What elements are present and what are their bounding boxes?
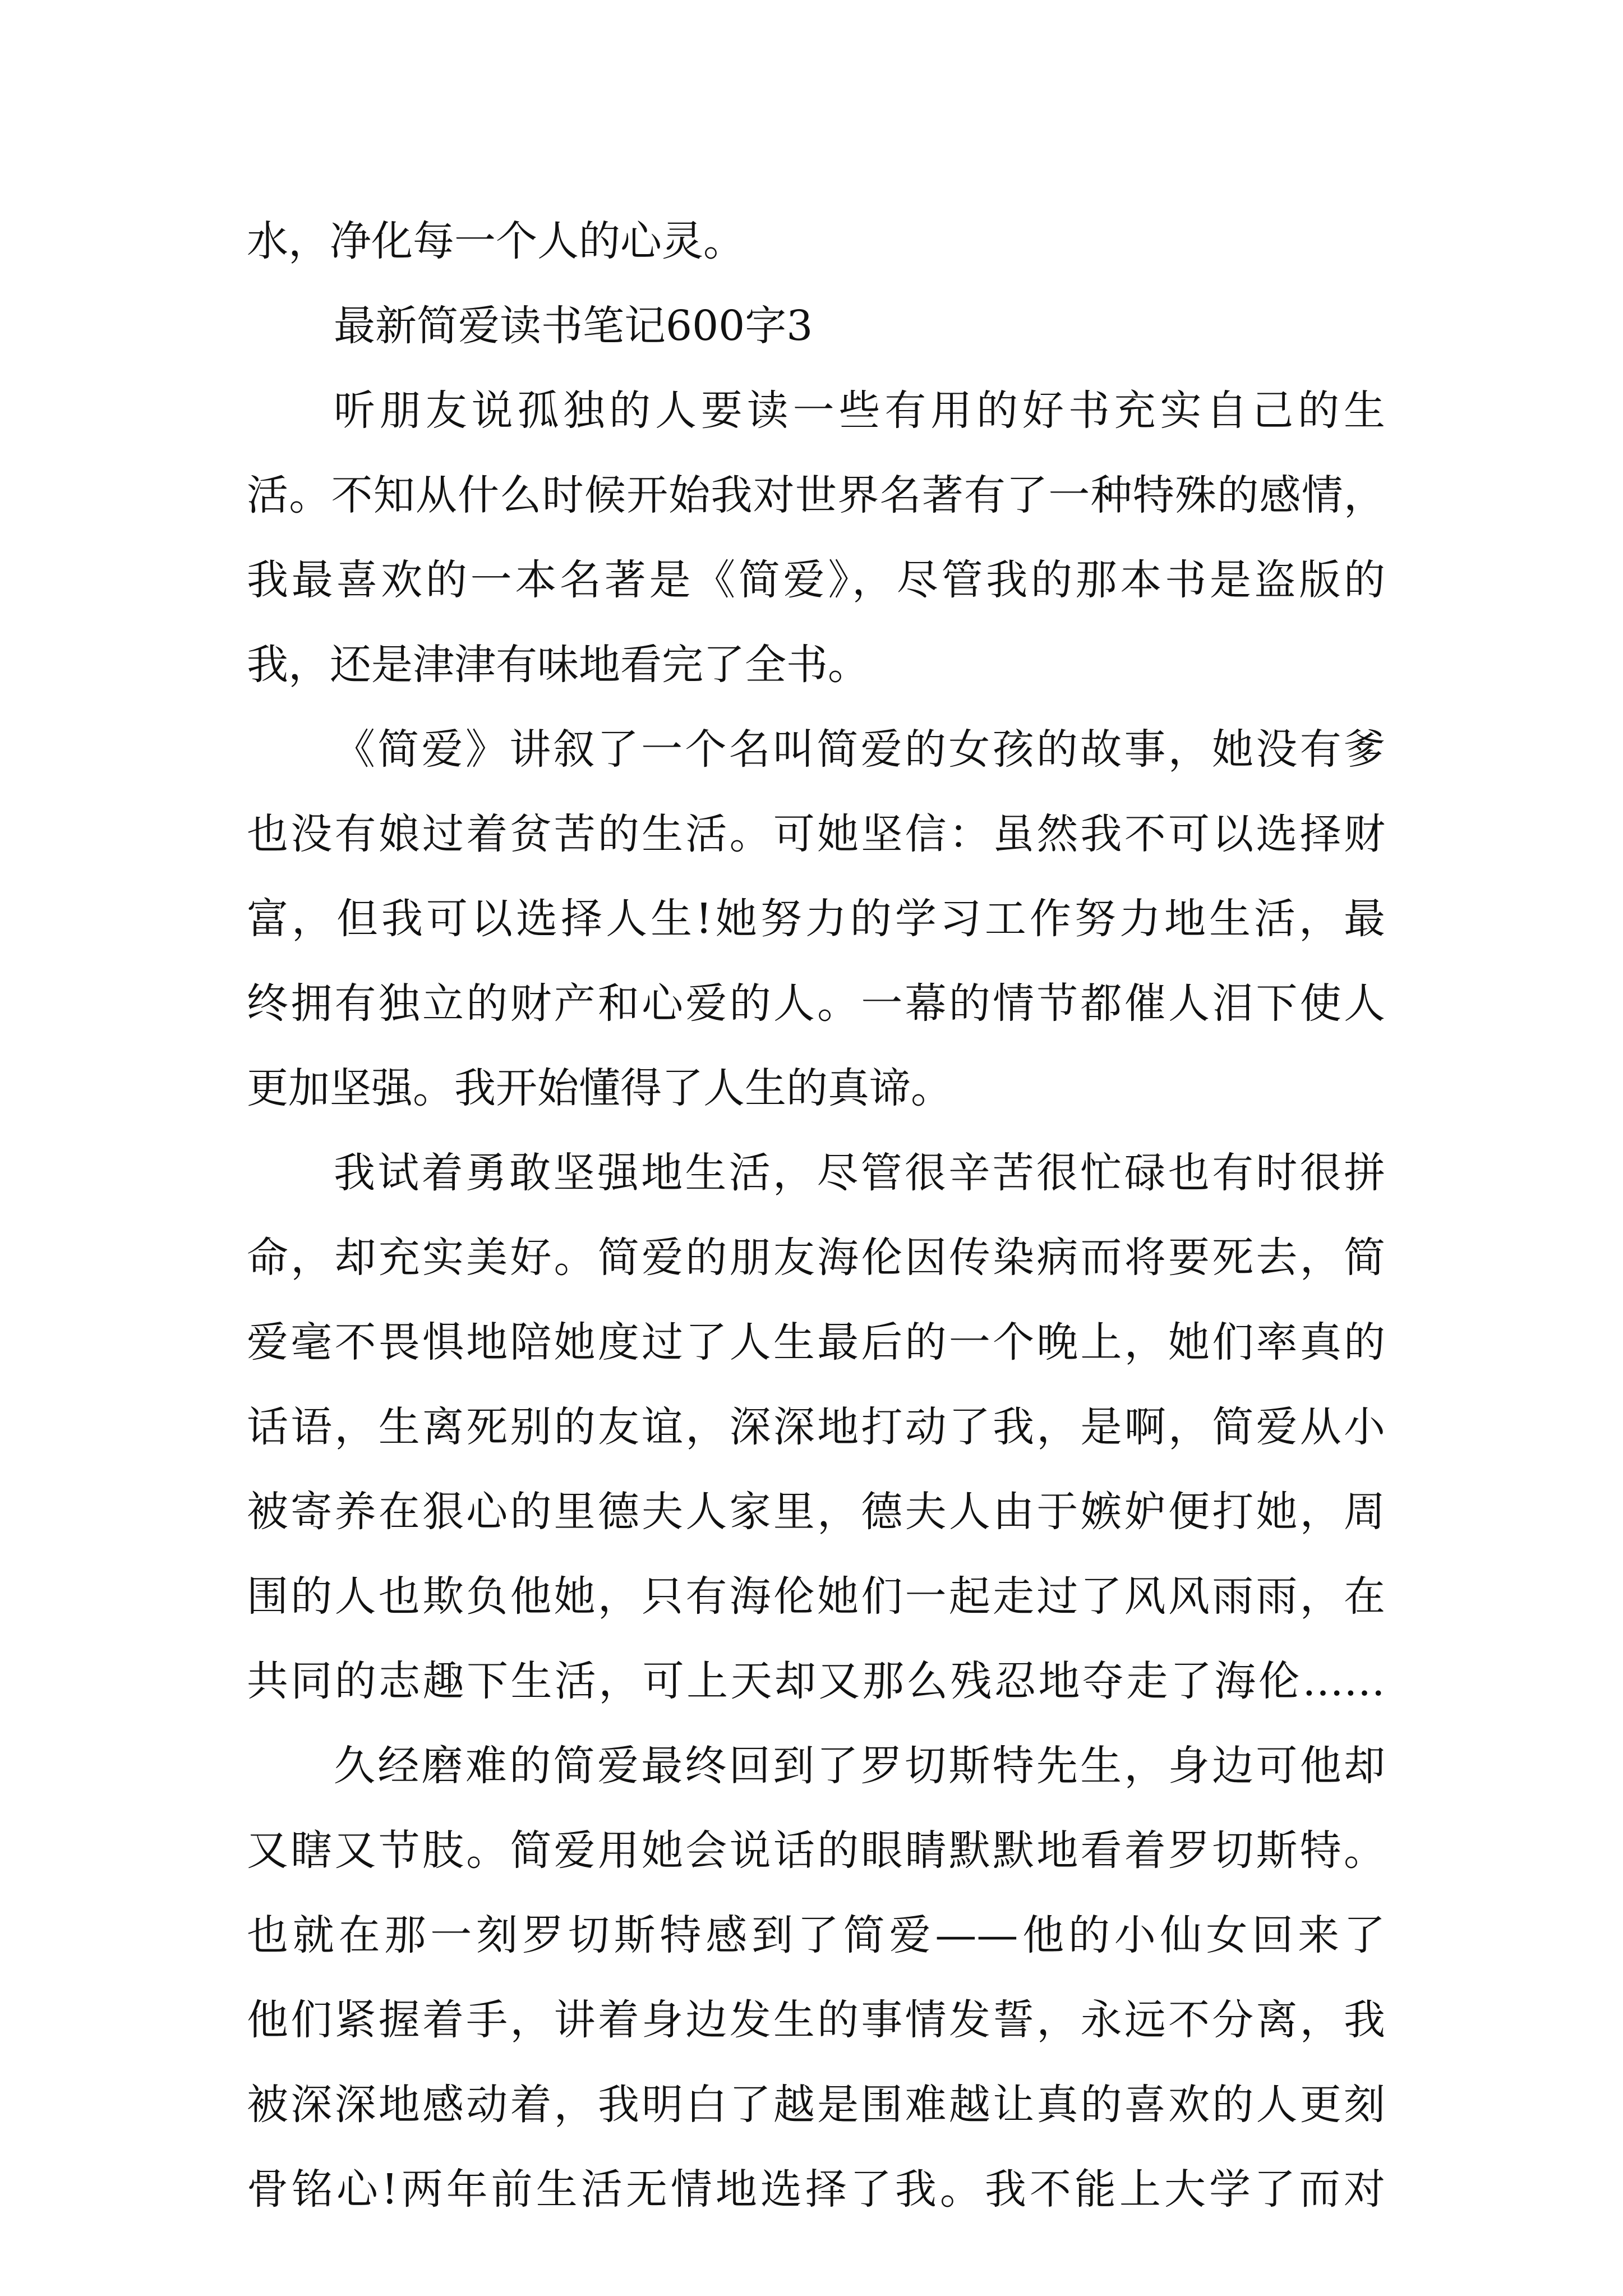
text-line: 我最喜欢的一本名著是《简爱》，尽管我的那本书是盗版的: [247, 556, 1385, 604]
text-line: 命，却充实美好。简爱的朋友海伦因传染病而将要死去，简: [247, 1234, 1385, 1282]
text-line: 也没有娘过着贫苦的生活。可她坚信：虽然我不可以选择财: [247, 810, 1385, 858]
text-line: 话语，生离死别的友谊，深深地打动了我，是啊，简爱从小: [247, 1403, 1385, 1451]
document-page: [247, 199, 1385, 2232]
text-line: 被寄养在狠心的里德夫人家里，德夫人由于嫉妒便打她，周: [247, 1488, 1385, 1536]
text-line: 《简爱》讲叙了一个名叫简爱的女孩的故事，她没有爹: [334, 725, 1385, 774]
text-line: 我试着勇敢坚强地生活，尽管很辛苦很忙碌也有时很拼: [334, 1149, 1385, 1197]
text-line: 他们紧握着手，讲着身边发生的事情发誓，永远不分离，我: [247, 1996, 1385, 2044]
text-line: 又瞎又节肢。简爱用她会说话的眼睛默默地看着罗切斯特。: [247, 1826, 1385, 1875]
text-line: 水，净化每一个人的心灵。: [247, 217, 745, 265]
text-line: 共同的志趣下生活，可上天却又那么残忍地夺走了海伦……: [247, 1657, 1385, 1705]
text-line: 活。不知从什么时候开始我对世界名著有了一种特殊的感情，: [247, 471, 1385, 519]
text-line: 围的人也欺负他她，只有海伦她们一起走过了风风雨雨，在: [247, 1572, 1385, 1621]
text-line: 富，但我可以选择人生!她努力的学习工作努力地生活，最: [247, 895, 1385, 943]
text-line: 也就在那一刻罗切斯特感到了简爱——他的小仙女回来了: [247, 1911, 1385, 1959]
text-line: 更加坚强。我开始懂得了人生的真谛。: [247, 1064, 952, 1112]
text-line: 骨铭心!两年前生活无情地选择了我。我不能上大学了而对: [247, 2165, 1385, 2214]
text-line: 终拥有独立的财产和心爱的人。一幕的情节都催人泪下使人: [247, 979, 1385, 1028]
text-line: 久经磨难的简爱最终回到了罗切斯特先生，身边可他却: [334, 1742, 1385, 1790]
text-line: 听朋友说孤独的人要读一些有用的好书充实自己的生: [334, 386, 1385, 435]
text-line: 被深深地感动着，我明白了越是围难越让真的喜欢的人更刻: [247, 2081, 1385, 2129]
text-line: 我，还是津津有味地看完了全书。: [247, 641, 869, 689]
section-heading: 最新简爱读书笔记600字3: [334, 302, 813, 350]
text-line: 爱毫不畏惧地陪她度过了人生最后的一个晚上，她们率真的: [247, 1318, 1385, 1366]
